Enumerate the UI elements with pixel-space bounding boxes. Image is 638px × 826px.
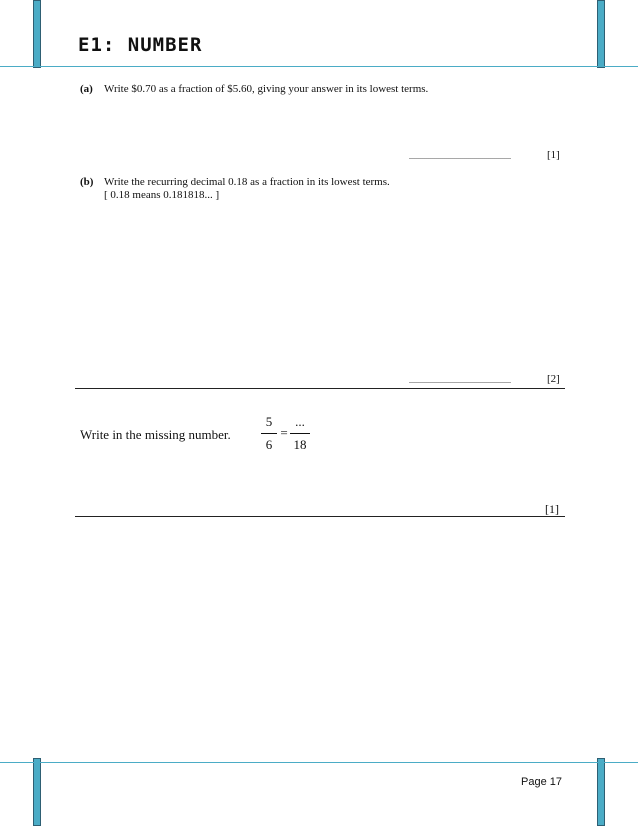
page-title: E1: NUMBER	[78, 34, 203, 56]
fraction-right-bar	[290, 433, 310, 434]
fraction-right-denominator: 18	[293, 437, 307, 452]
question-a-text: Write $0.70 as a fraction of $5.60, giving your answer in its lowest terms.	[104, 83, 429, 95]
question-b-text: Write the recurring decimal 0.18 as a fraction in its lowest terms.	[104, 176, 390, 188]
question-c-text: Write in the missing number.	[80, 427, 231, 442]
question-b-note: [ 0.18 means 0.181818... ]	[104, 189, 220, 201]
question-b-answer-line: ...................................................	[409, 376, 511, 385]
question-c-marks: [1]	[545, 502, 559, 516]
question-b-marks: [2]	[547, 373, 560, 385]
page-number: Page 17	[521, 776, 562, 788]
left-top-bar	[33, 0, 41, 68]
equals-sign: =	[280, 425, 288, 440]
question-b-label: (b)	[80, 176, 94, 188]
bottom-rule	[0, 762, 638, 763]
question-a-answer-line: ...................................................	[409, 152, 511, 161]
fraction-left-bar	[261, 433, 277, 434]
separator-2	[75, 516, 565, 517]
fraction-left-numerator: 5	[265, 414, 273, 429]
top-rule	[0, 66, 638, 67]
left-bottom-bar	[33, 758, 41, 826]
separator-1	[75, 388, 565, 389]
question-a-label: (a)	[80, 83, 93, 95]
question-a-marks: [1]	[547, 149, 560, 161]
right-bottom-bar	[597, 758, 605, 826]
right-top-bar	[597, 0, 605, 68]
question-b	[80, 176, 390, 188]
question-a	[80, 83, 428, 95]
fraction-left-denominator: 6	[265, 437, 273, 452]
fraction-right-numerator: ...	[295, 414, 305, 429]
